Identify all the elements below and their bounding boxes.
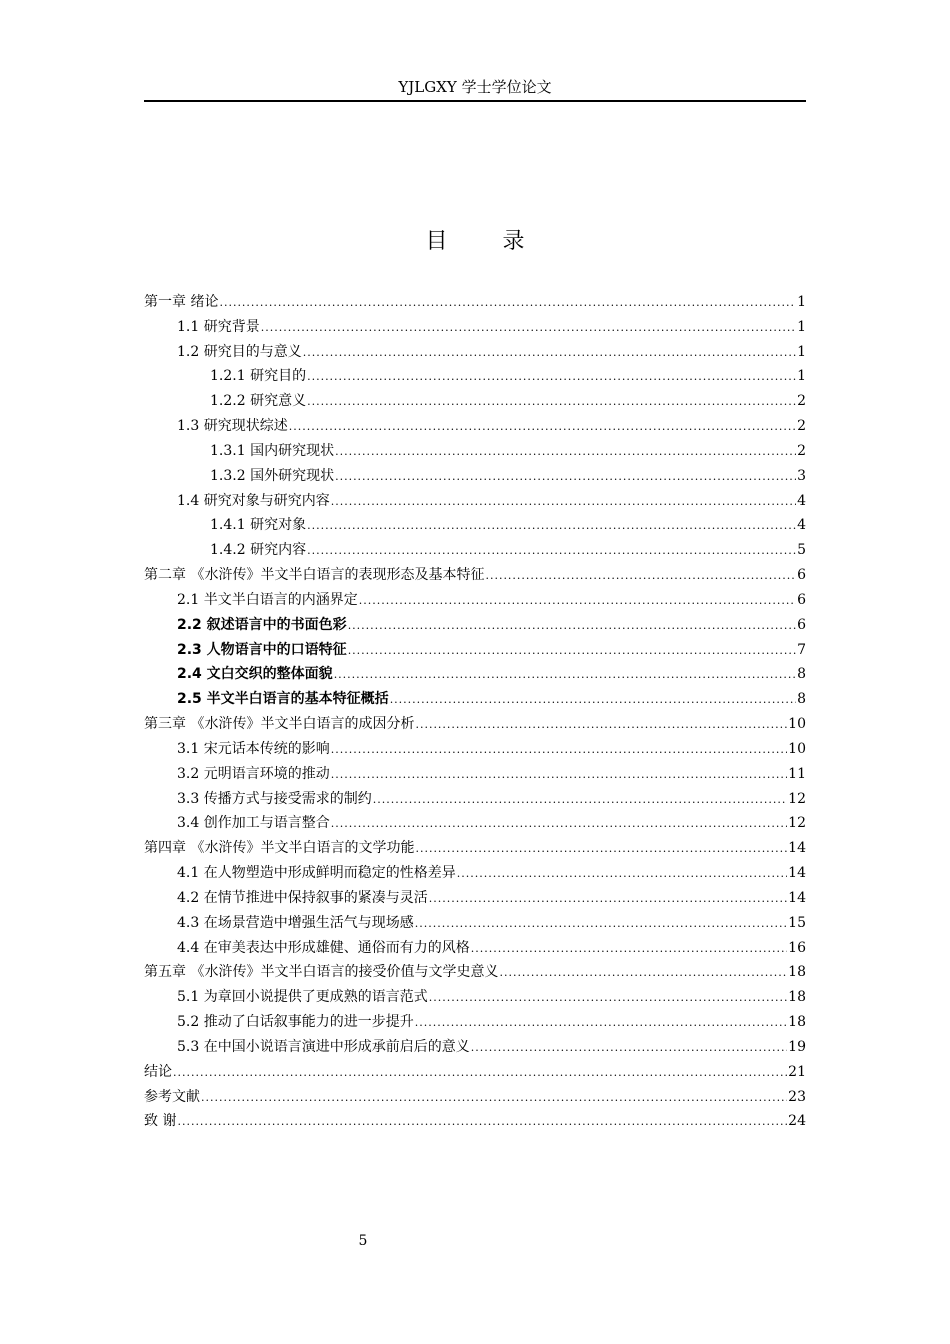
toc-entry-page: 24 — [788, 1113, 806, 1130]
toc-entry[interactable] — [144, 513, 806, 538]
toc-entry-label: 4.3 在场景营造中增强生活气与现场感 — [177, 914, 414, 931]
toc-entry-label: 2.1 半文半白语言的内涵界定 — [177, 591, 358, 608]
toc-entry-label: 1.3.2 国外研究现状 — [210, 467, 335, 484]
toc-entry-page: 14 — [788, 840, 806, 857]
toc-entry-label: 第四章 《水浒传》半文半白语言的文学功能 — [144, 840, 415, 857]
toc-entry[interactable] — [144, 985, 806, 1010]
toc-entry-page: 12 — [788, 815, 806, 832]
toc-leader-dots — [415, 837, 787, 862]
toc-entry-page: 3 — [797, 467, 806, 484]
toc-leader-dots — [201, 1086, 787, 1111]
toc-entry-page: 1 — [797, 368, 806, 385]
table-of-contents — [144, 290, 806, 1134]
toc-entry[interactable] — [144, 538, 806, 563]
toc-leader-dots — [348, 614, 796, 639]
toc-entry[interactable] — [144, 662, 806, 687]
toc-entry-label: 1.4 研究对象与研究内容 — [177, 492, 330, 509]
toc-leader-dots — [415, 912, 787, 937]
toc-entry-page: 10 — [788, 716, 806, 733]
toc-leader-dots — [173, 1061, 787, 1086]
toc-leader-dots — [303, 341, 796, 366]
page-number: 5 — [358, 1233, 368, 1249]
toc-entry[interactable] — [144, 588, 806, 613]
toc-entry-page: 6 — [797, 567, 806, 584]
toc-leader-dots — [359, 589, 796, 614]
toc-entry-label: 1.3 研究现状综述 — [177, 418, 288, 435]
toc-entry[interactable] — [144, 762, 806, 787]
toc-leader-dots — [415, 713, 787, 738]
toc-entry-page: 23 — [788, 1088, 806, 1105]
toc-entry[interactable] — [144, 414, 806, 439]
toc-entry[interactable] — [144, 811, 806, 836]
toc-entry-label: 3.3 传播方式与接受需求的制约 — [177, 790, 372, 807]
toc-leader-dots — [429, 986, 787, 1011]
toc-leader-dots — [429, 887, 787, 912]
toc-leader-dots — [331, 812, 787, 837]
toc-entry-page: 1 — [797, 294, 806, 310]
toc-entry-label: 第五章 《水浒传》半文半白语言的接受价值与文学史意义 — [144, 964, 499, 981]
toc-entry-page: 14 — [788, 865, 806, 882]
toc-entry-label: 1.3.1 国内研究现状 — [210, 442, 335, 459]
toc-entry[interactable] — [144, 439, 806, 464]
toc-entry-label: 第一章 绪论 — [144, 294, 219, 310]
toc-leader-dots — [335, 465, 796, 490]
toc-entry-page: 21 — [788, 1063, 806, 1080]
toc-leader-dots — [471, 937, 787, 962]
toc-entry-page: 6 — [797, 616, 806, 633]
toc-entry-label: 4.2 在情节推进中保持叙事的紧凑与灵活 — [177, 889, 428, 906]
toc-leader-dots — [261, 316, 796, 341]
toc-leader-dots — [390, 688, 796, 713]
toc-leader-dots — [348, 639, 796, 664]
toc-entry-label: 参考文献 — [144, 1088, 200, 1105]
toc-entry[interactable] — [144, 1060, 806, 1085]
toc-leader-dots — [177, 1110, 787, 1135]
toc-entry[interactable] — [144, 1010, 806, 1035]
toc-entry-label: 5.2 推动了白话叙事能力的进一步提升 — [177, 1014, 414, 1031]
toc-entry[interactable] — [144, 315, 806, 340]
toc-entry-label: 1.2 研究目的与意义 — [177, 343, 302, 360]
toc-entry-label: 结论 — [144, 1063, 172, 1080]
toc-entry-page: 6 — [797, 591, 806, 608]
toc-leader-dots — [219, 291, 796, 316]
toc-entry-label: 2.5 半文半白语言的基本特征概括 — [177, 691, 389, 708]
toc-leader-dots — [499, 961, 787, 986]
toc-leader-dots — [307, 539, 796, 564]
toc-entry[interactable] — [144, 712, 806, 737]
toc-entry-label: 5.3 在中国小说语言演进中形成承前启后的意义 — [177, 1038, 470, 1055]
toc-entry-page: 11 — [788, 765, 806, 782]
toc-leader-dots — [331, 738, 787, 763]
toc-entry-page: 2 — [797, 393, 806, 410]
toc-entry-page: 1 — [797, 318, 806, 335]
toc-entry[interactable] — [144, 861, 806, 886]
toc-entry[interactable] — [144, 911, 806, 936]
toc-entry[interactable] — [144, 638, 806, 663]
toc-entry[interactable] — [144, 563, 806, 588]
running-header-title: YJLGXY 学士学位论文 — [398, 78, 552, 96]
toc-entry-label: 1.2.2 研究意义 — [210, 393, 307, 410]
toc-leader-dots — [335, 440, 796, 465]
toc-leader-dots — [331, 763, 787, 788]
toc-entry-page: 2 — [797, 442, 806, 459]
toc-entry-page: 10 — [788, 740, 806, 757]
toc-leader-dots — [307, 514, 796, 539]
toc-entry[interactable] — [144, 340, 806, 365]
toc-entry-label: 3.1 宋元话本传统的影响 — [177, 740, 330, 757]
toc-entry-page: 12 — [788, 790, 806, 807]
toc-entry[interactable] — [144, 960, 806, 985]
toc-entry[interactable] — [144, 364, 806, 389]
toc-leader-dots — [307, 365, 796, 390]
toc-entry-label: 2.2 叙述语言中的书面色彩 — [177, 616, 347, 633]
toc-entry[interactable] — [144, 936, 806, 961]
toc-entry-label: 2.4 文白交织的整体面貌 — [177, 666, 333, 683]
toc-entry[interactable] — [144, 464, 806, 489]
toc-entry-label: 5.1 为章回小说提供了更成熟的语言范式 — [177, 989, 428, 1006]
toc-leader-dots — [457, 862, 787, 887]
toc-entry-page: 4 — [797, 492, 806, 509]
toc-entry[interactable] — [144, 1085, 806, 1110]
toc-entry[interactable] — [144, 687, 806, 712]
toc-entry-page: 18 — [788, 1014, 806, 1031]
toc-entry[interactable] — [144, 1109, 806, 1134]
toc-leader-dots — [415, 1011, 787, 1036]
toc-leader-dots — [289, 415, 796, 440]
toc-entry-label: 第二章 《水浒传》半文半白语言的表现形态及基本特征 — [144, 567, 485, 584]
toc-entry[interactable] — [144, 1035, 806, 1060]
toc-entry-page: 2 — [797, 418, 806, 435]
toc-entry-label: 1.1 研究背景 — [177, 318, 260, 335]
toc-entry-page: 5 — [797, 542, 806, 559]
toc-entry-page: 16 — [788, 939, 806, 956]
toc-entry-label: 1.4.2 研究内容 — [210, 542, 307, 559]
toc-leader-dots — [334, 663, 796, 688]
toc-entry-page: 18 — [788, 964, 806, 981]
toc-entry-page: 15 — [788, 914, 806, 931]
toc-leader-dots — [485, 564, 796, 589]
toc-entry-label: 3.2 元明语言环境的推动 — [177, 765, 330, 782]
toc-leader-dots — [307, 390, 796, 415]
toc-entry-label: 第三章 《水浒传》半文半白语言的成因分析 — [144, 716, 415, 733]
toc-entry-page: 7 — [797, 641, 806, 658]
toc-entry-label: 2.3 人物语言中的口语特征 — [177, 641, 347, 658]
toc-leader-dots — [331, 490, 796, 515]
toc-entry-label: 4.4 在审美表达中形成雄健、通俗而有力的风格 — [177, 939, 470, 956]
toc-entry-page: 8 — [797, 691, 806, 708]
toc-entry-label: 3.4 创作加工与语言整合 — [177, 815, 330, 832]
toc-entry-page: 1 — [797, 343, 806, 360]
header-rule — [144, 100, 806, 102]
toc-leader-dots — [373, 788, 787, 813]
toc-entry[interactable] — [144, 613, 806, 638]
toc-entry-page: 14 — [788, 889, 806, 906]
toc-entry-label: 4.1 在人物塑造中形成鲜明而稳定的性格差异 — [177, 865, 456, 882]
toc-entry-label: 1.4.1 研究对象 — [210, 517, 307, 534]
toc-entry[interactable] — [144, 787, 806, 812]
toc-entry-page: 4 — [797, 517, 806, 534]
toc-entry[interactable] — [144, 290, 806, 315]
toc-entry-page: 8 — [797, 666, 806, 683]
toc-entry[interactable] — [144, 389, 806, 414]
toc-entry[interactable] — [144, 886, 806, 911]
toc-entry-page: 18 — [788, 989, 806, 1006]
toc-entry-page: 19 — [788, 1038, 806, 1055]
toc-entry[interactable] — [144, 489, 806, 514]
toc-leader-dots — [471, 1036, 787, 1061]
toc-entry-label: 致 谢 — [144, 1113, 177, 1130]
toc-entry[interactable] — [144, 836, 806, 861]
toc-title: 目 录 — [425, 229, 549, 254]
toc-entry[interactable] — [144, 737, 806, 762]
toc-entry-label: 1.2.1 研究目的 — [210, 368, 307, 385]
